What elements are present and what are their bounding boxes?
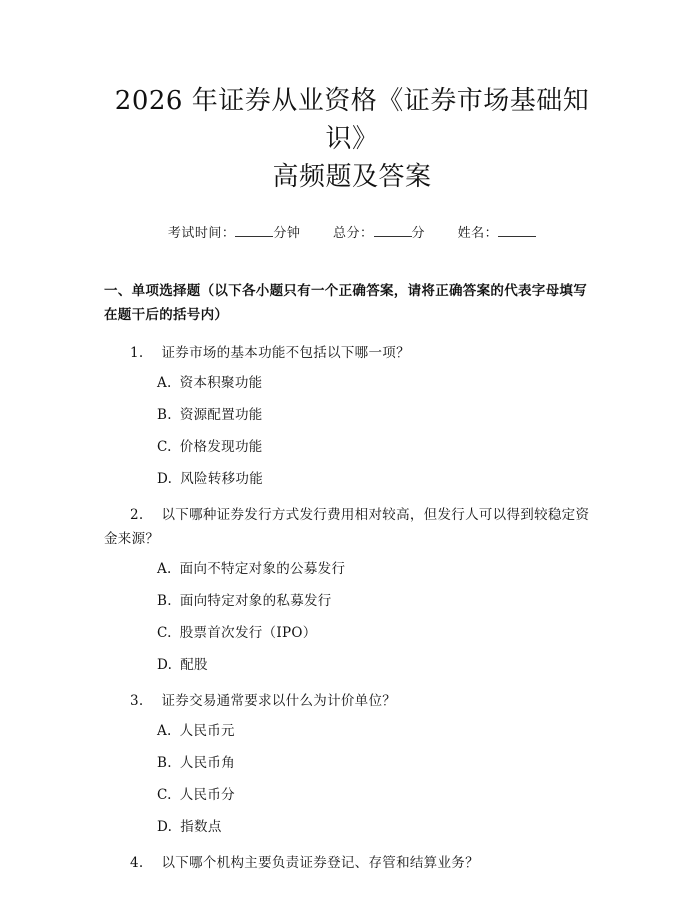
option-item: D. 风险转移功能: [157, 471, 264, 487]
question-1: [104, 341, 600, 365]
option-item: D. 指数点: [157, 819, 222, 835]
question-text: 以下哪个机构主要负责证券登记、存管和结算业务？: [161, 855, 479, 871]
question-1-options: [104, 373, 600, 489]
question-2: [104, 503, 600, 551]
question-2-options: [104, 559, 600, 675]
question-number: 2.: [130, 507, 144, 523]
question-4: [104, 851, 600, 875]
option-item: B. 面向特定对象的私募发行: [157, 593, 332, 609]
option-item: A. 人民币元: [157, 723, 235, 739]
option-item: D. 配股: [157, 657, 208, 673]
question-number: 3.: [130, 693, 144, 709]
exam-name: 姓名：: [458, 226, 537, 241]
title-line-2: 高频题及答案: [272, 162, 432, 192]
score-blank: [374, 224, 412, 237]
option-item: C. 人民币分: [157, 787, 235, 803]
exam-info: [104, 222, 600, 241]
option-item: C. 价格发现功能: [157, 439, 263, 455]
question-number: 4.: [130, 855, 144, 871]
question-number: 1.: [130, 345, 144, 361]
option-item: B. 资源配置功能: [157, 407, 263, 423]
exam-time: 考试时间： 分钟: [167, 226, 301, 241]
option-item: C. 股票首次发行（IPO）: [157, 625, 317, 641]
question-text: 以下哪种证券发行方式发行费用相对较高，但发行人可以得到较稳定资金来源？: [104, 507, 590, 547]
exam-score: 总分： 分: [332, 226, 426, 241]
question-text: 证券交易通常要求以什么为计价单位？: [161, 693, 397, 709]
title-line-1: 2026 年证券从业资格《证券市场基础知识》: [114, 86, 590, 154]
time-blank: [235, 224, 273, 237]
question-text: 证券市场的基本功能不包括以下哪一项？: [161, 345, 410, 361]
option-item: A. 面向不特定对象的公募发行: [157, 561, 346, 577]
name-blank: [498, 224, 536, 237]
question-3: [104, 689, 600, 713]
option-item: B. 人民币角: [157, 755, 236, 771]
question-3-options: [104, 721, 600, 837]
section-heading: 一、单项选择题（以下各小题只有一个正确答案，请将正确答案的代表字母填写在题干后的括号内）: [104, 283, 587, 323]
option-item: A. 资本积聚功能: [157, 375, 263, 391]
document-title: [104, 0, 600, 196]
